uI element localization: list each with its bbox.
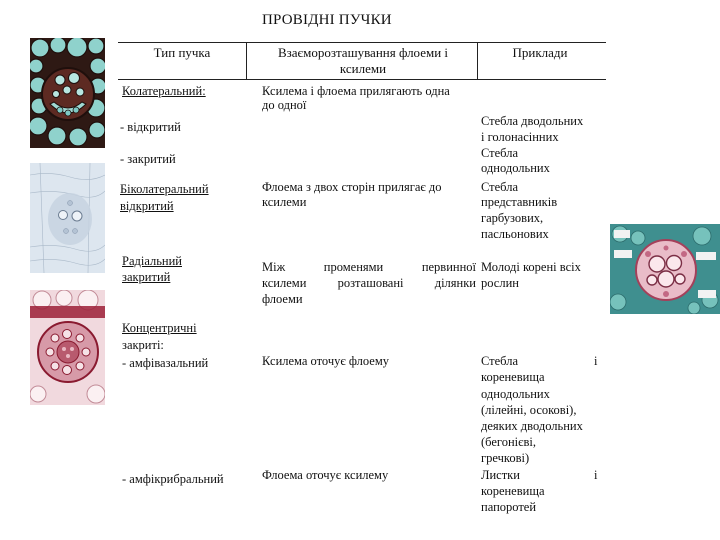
collateral-closed-example-line1: Стебла <box>481 146 519 160</box>
collateral-closed: - закритий <box>120 152 176 166</box>
concentric-amphivasal-example-line5: деяких дводольних <box>481 419 583 433</box>
bicollateral-example-line4: пасльонових <box>481 227 549 241</box>
concentric-amphicribral-desc: Флоема оточує ксилему <box>262 468 389 482</box>
collateral-type: Колатеральний: <box>122 84 206 98</box>
table-header-rule <box>118 79 606 80</box>
concentric-bundle-micrograph <box>30 290 105 405</box>
collateral-open-example-line1: Стебла дводольних <box>481 114 584 128</box>
radial-type-line2: закритий <box>122 270 171 284</box>
concentric-amphicribral-example-suffix: і <box>594 468 598 482</box>
bicollateral-example-line1: Стебла <box>481 180 519 194</box>
concentric-amphicribral: - амфікрибральний <box>122 472 224 486</box>
radial-type-line1: Радіальний <box>122 254 182 268</box>
column-divider-1 <box>246 42 247 80</box>
radial-desc-line2: ксилеми розташовані ділянки <box>262 276 476 290</box>
radial-example-line1: Молоді корені всіх <box>481 260 581 274</box>
bicollateral-example-line2: представників <box>481 195 558 209</box>
concentric-amphivasal-example-line7: гречкові) <box>481 451 530 465</box>
column-divider-2 <box>477 42 478 80</box>
concentric-amphivasal-example-line1: Стебла <box>481 354 519 368</box>
radial-desc-line1: Між променями первинної <box>262 260 476 274</box>
concentric-type-line1: Концентричні <box>122 321 197 335</box>
radial-example-line2: рослин <box>481 276 519 290</box>
collateral-open: - відкритий <box>120 120 181 134</box>
bicollateral-example-line3: гарбузових, <box>481 211 544 225</box>
header-type: Тип пучка <box>153 45 211 60</box>
concentric-amphivasal-example-line4: (лілейні, осокові), <box>481 403 577 417</box>
header-arrangement-line2: ксилеми <box>339 61 387 76</box>
concentric-amphivasal-example-suffix: і <box>594 354 598 368</box>
bicollateral-type-line2: відкритий <box>120 199 174 213</box>
header-examples: Приклади <box>512 45 568 60</box>
collateral-bundle-micrograph <box>30 38 105 148</box>
radial-bundle-micrograph <box>610 224 720 314</box>
concentric-amphivasal-example-line3: однодольних <box>481 387 550 401</box>
collateral-closed-example-line2: однодольних <box>481 161 550 175</box>
radial-desc-line3: флоеми <box>262 292 303 306</box>
collateral-desc-line2: до одної <box>262 98 307 112</box>
concentric-amphicribral-example-line3: папоротей <box>481 500 537 514</box>
bicollateral-type-line1: Біколатеральний <box>120 182 209 196</box>
concentric-type-line2: закриті: <box>122 338 164 352</box>
concentric-amphivasal: - амфівазальний <box>122 356 209 370</box>
page-title: ПРОВІДНІ ПУЧКИ <box>262 12 392 28</box>
bicollateral-desc-line2: ксилеми <box>262 195 307 209</box>
table-top-rule <box>118 42 606 43</box>
concentric-amphicribral-example-line1: Листки <box>481 468 520 482</box>
bicollateral-bundle-micrograph <box>30 163 105 273</box>
header-arrangement-line1: Взаєморозташування флоеми і <box>277 45 449 60</box>
collateral-open-example-line2: і голонасінних <box>481 130 559 144</box>
concentric-amphicribral-example-line2: кореневища <box>481 484 545 498</box>
concentric-amphivasal-example-line2: кореневища <box>481 370 545 384</box>
concentric-amphivasal-example-line6: (бегонієві, <box>481 435 536 449</box>
concentric-amphivasal-desc: Ксилема оточує флоему <box>262 354 390 368</box>
bicollateral-desc-line1: Флоема з двох сторін прилягає до <box>262 180 442 194</box>
collateral-desc-line1: Ксилема і флоема прилягають одна <box>262 84 450 98</box>
